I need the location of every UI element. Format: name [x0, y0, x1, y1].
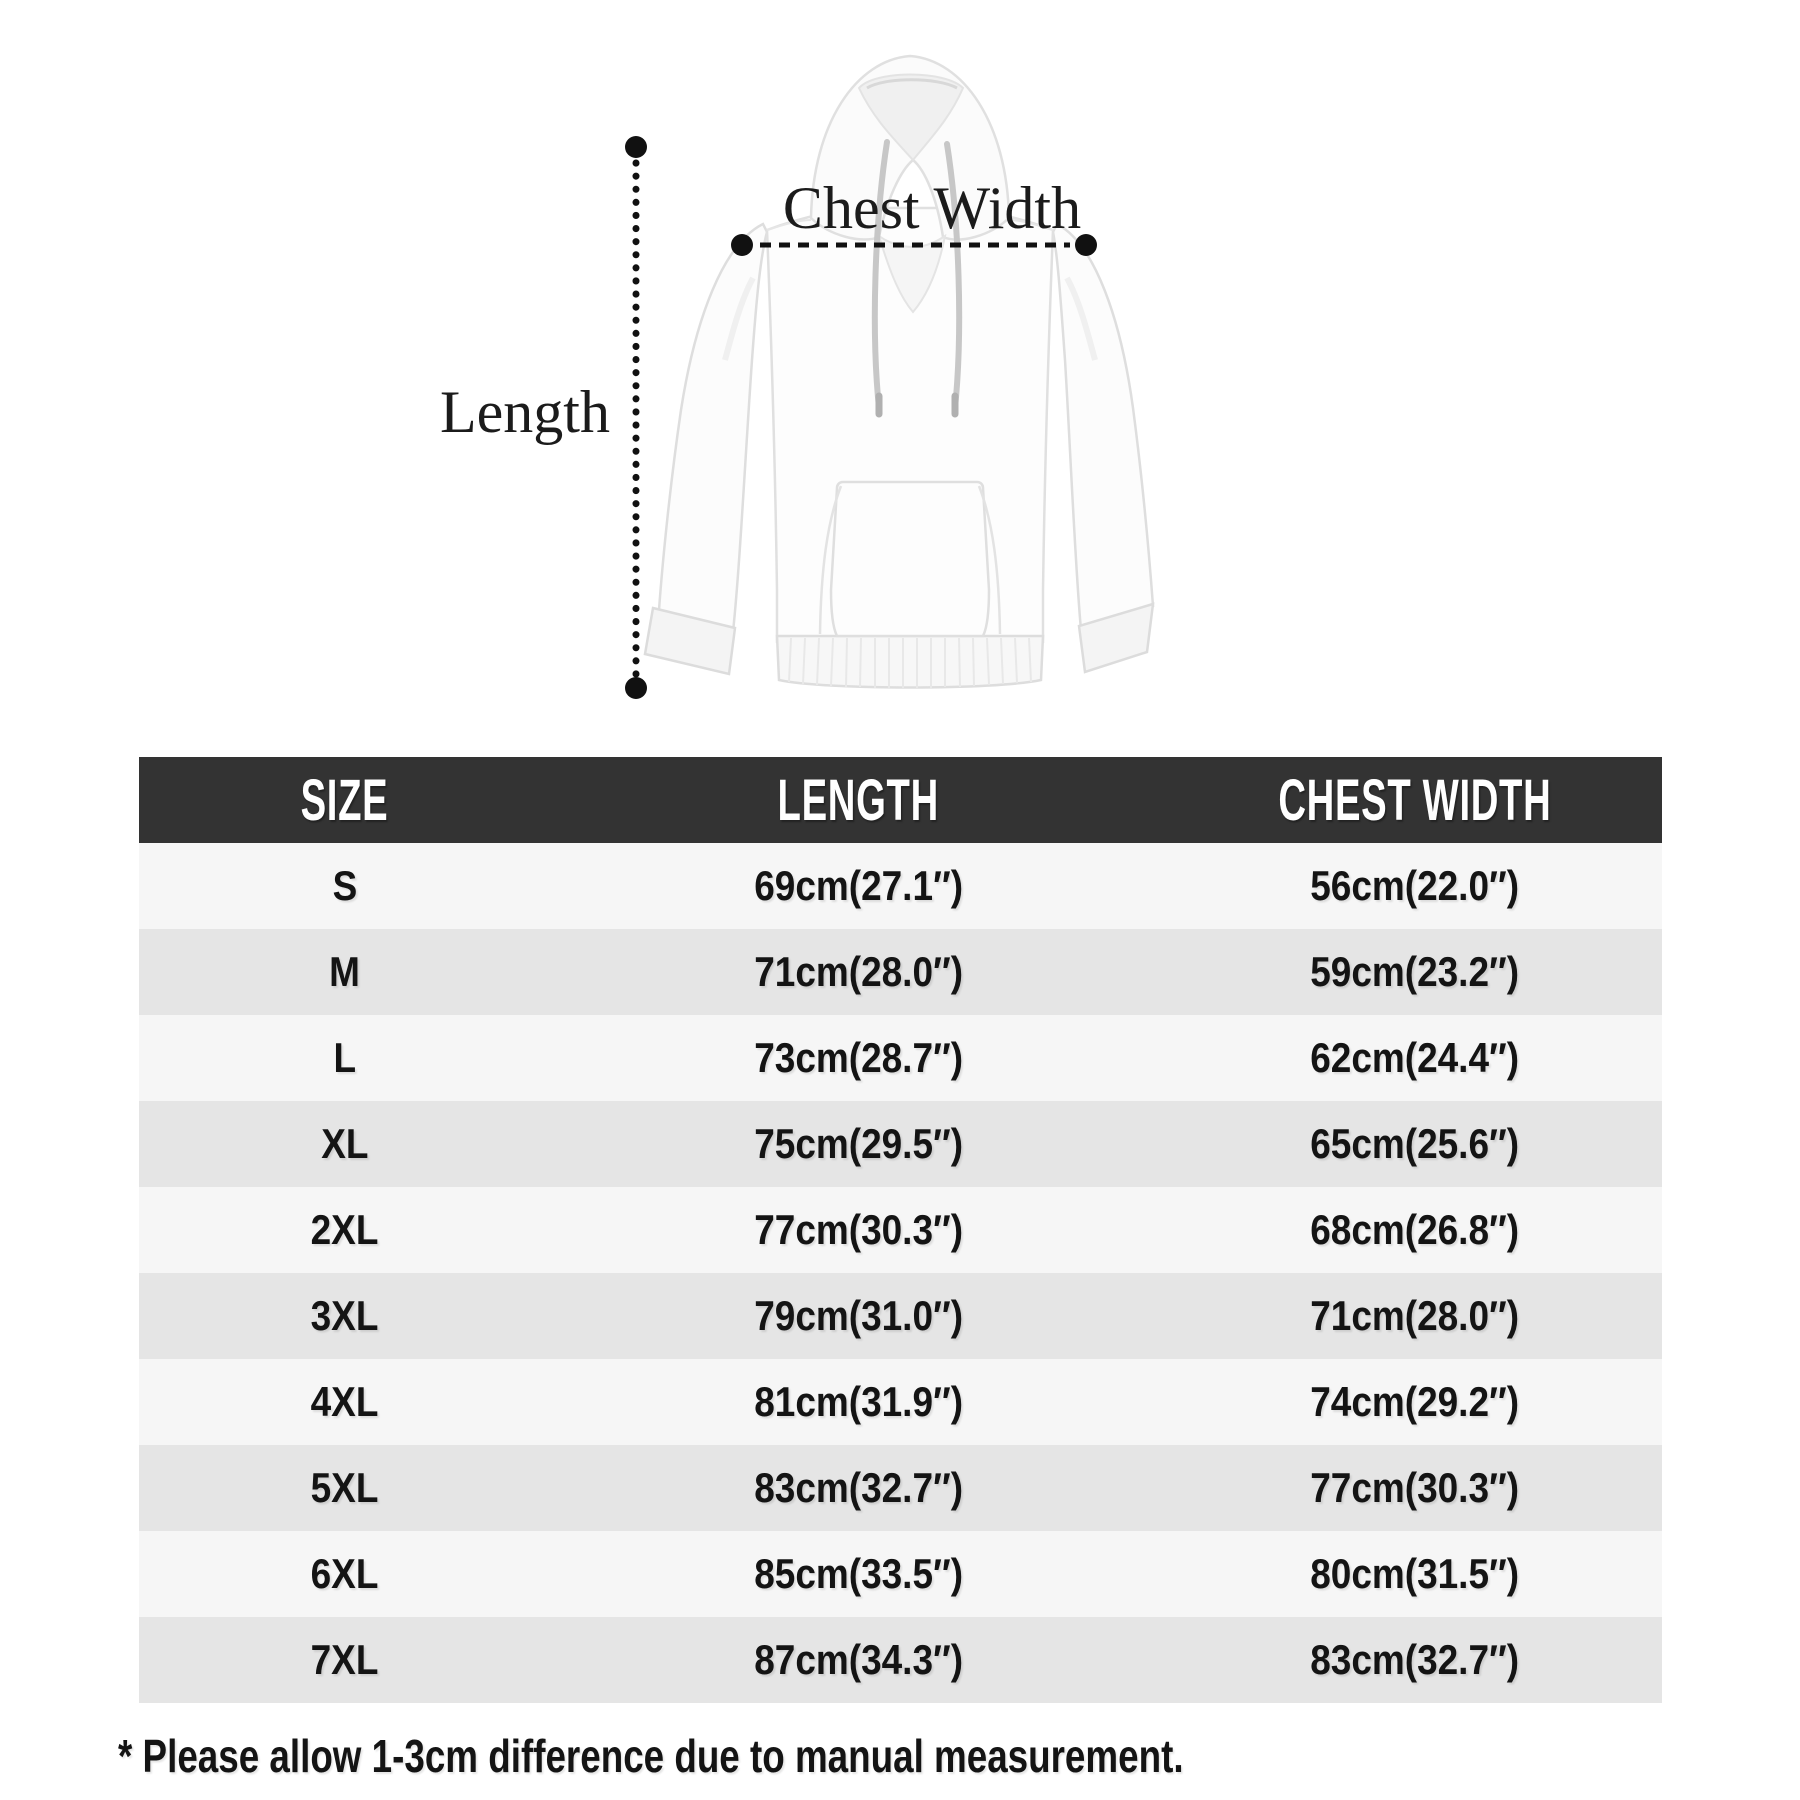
chest-value: 62cm(24.4″): [1310, 1034, 1519, 1081]
length-measure-line: [614, 135, 658, 710]
table-row: [139, 1445, 1662, 1531]
chest-value: 77cm(30.3″): [1310, 1464, 1519, 1511]
header-chest-width-label: CHEST WIDTH: [1277, 767, 1552, 833]
length-label: Length: [440, 379, 610, 445]
length-value: 79cm(31.0″): [754, 1292, 963, 1339]
cell-size: [139, 1550, 550, 1598]
hoodie-illustration-svg: [575, 30, 1155, 710]
table-row: [139, 1273, 1662, 1359]
chest-value: 68cm(26.8″): [1310, 1206, 1519, 1253]
length-value: 83cm(32.7″): [754, 1464, 963, 1511]
table-row: [139, 1015, 1662, 1101]
cell-length: [550, 1292, 1167, 1340]
cell-chest: [1167, 1120, 1662, 1168]
cell-size: [139, 1636, 550, 1684]
chest-value: 83cm(32.7″): [1310, 1636, 1519, 1683]
cell-length: [550, 1206, 1167, 1254]
length-value: 85cm(33.5″): [754, 1550, 963, 1597]
size-value: 2XL: [310, 1206, 379, 1253]
size-value: 3XL: [310, 1292, 379, 1339]
cell-size: [139, 1120, 550, 1168]
length-value: 81cm(31.9″): [754, 1378, 963, 1425]
length-value: 69cm(27.1″): [754, 862, 963, 909]
length-value: 77cm(30.3″): [754, 1206, 963, 1253]
chest-width-label: Chest Width: [782, 175, 1082, 241]
length-value: 73cm(28.7″): [754, 1034, 963, 1081]
header-length: [550, 767, 1167, 834]
cell-chest: [1167, 1034, 1662, 1082]
cell-chest: [1167, 1292, 1662, 1340]
cell-length: [550, 862, 1167, 910]
chest-value: 59cm(23.2″): [1310, 948, 1519, 995]
header-chest-width: [1167, 767, 1662, 834]
chest-value: 56cm(22.0″): [1310, 862, 1519, 909]
length-line-bottom-dot: [625, 677, 647, 699]
cell-chest: [1167, 948, 1662, 996]
cell-length: [550, 1636, 1167, 1684]
hoodie-pocket: [831, 482, 989, 636]
table-header-row: [139, 757, 1662, 843]
cell-chest: [1167, 1550, 1662, 1598]
header-size: [139, 767, 550, 834]
size-value: S: [332, 862, 357, 909]
cell-chest: [1167, 1206, 1662, 1254]
cell-chest: [1167, 1378, 1662, 1426]
table-row: [139, 1359, 1662, 1445]
hoodie-image: [575, 30, 1155, 710]
cell-length: [550, 1120, 1167, 1168]
size-value: 4XL: [310, 1378, 379, 1425]
footnote-text: * Please allow 1-3cm difference due to manual measurement.: [118, 1730, 1184, 1782]
cell-size: [139, 1292, 550, 1340]
table-row: [139, 843, 1662, 929]
table-row: [139, 1101, 1662, 1187]
cell-size: [139, 862, 550, 910]
cell-size: [139, 1464, 550, 1512]
cell-size: [139, 1378, 550, 1426]
table-row: [139, 1617, 1662, 1703]
length-line-top-dot: [625, 136, 647, 158]
size-value: 7XL: [310, 1636, 379, 1683]
size-value: 5XL: [310, 1464, 379, 1511]
cell-size: [139, 1034, 550, 1082]
cell-length: [550, 1378, 1167, 1426]
size-chart-table: [139, 757, 1662, 1703]
header-length-label: LENGTH: [777, 767, 940, 833]
size-value: XL: [320, 1120, 369, 1167]
cell-chest: [1167, 862, 1662, 910]
size-value: L: [333, 1034, 356, 1081]
length-value: 87cm(34.3″): [754, 1636, 963, 1683]
cell-length: [550, 948, 1167, 996]
cell-length: [550, 1550, 1167, 1598]
chest-value: 71cm(28.0″): [1310, 1292, 1519, 1339]
cell-chest: [1167, 1636, 1662, 1684]
table-row: [139, 1531, 1662, 1617]
cell-size: [139, 1206, 550, 1254]
cell-size: [139, 948, 550, 996]
chest-line-left-dot: [731, 234, 753, 256]
cell-length: [550, 1034, 1167, 1082]
chest-value: 80cm(31.5″): [1310, 1550, 1519, 1597]
length-value: 71cm(28.0″): [754, 948, 963, 995]
header-size-label: SIZE: [300, 767, 389, 833]
length-value: 75cm(29.5″): [754, 1120, 963, 1167]
chest-value: 74cm(29.2″): [1310, 1378, 1519, 1425]
size-value: 6XL: [310, 1550, 379, 1597]
chest-value: 65cm(25.6″): [1310, 1120, 1519, 1167]
table-row: [139, 1187, 1662, 1273]
cell-length: [550, 1464, 1167, 1512]
measurement-footnote: [118, 1726, 1450, 1786]
size-value: M: [329, 948, 360, 995]
cell-chest: [1167, 1464, 1662, 1512]
table-row: [139, 929, 1662, 1015]
